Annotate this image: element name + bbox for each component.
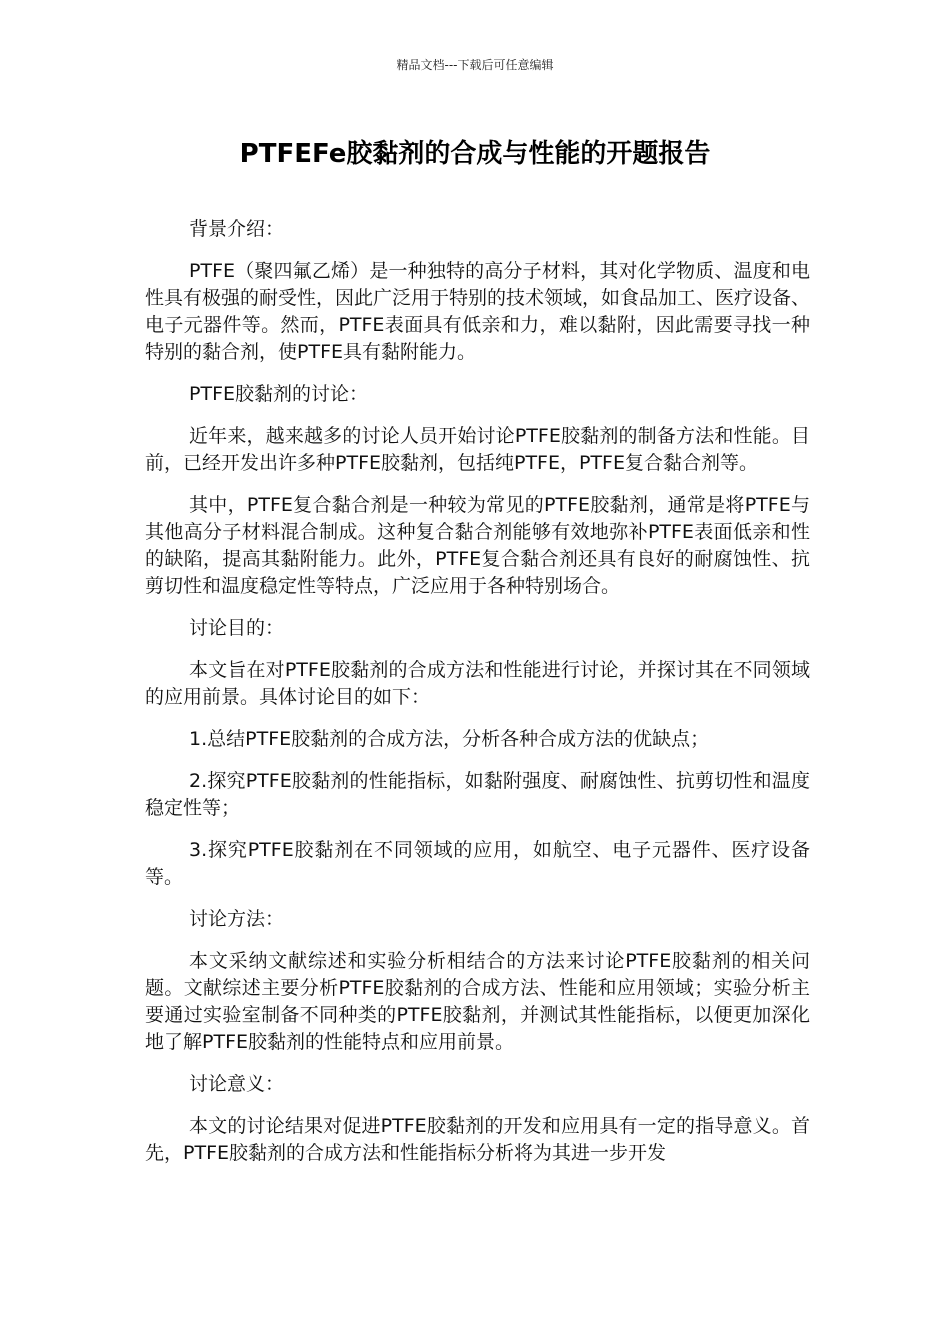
- list-item-objective-1: 1.总结PTFE胶黏剂的合成方法，分析各种合成方法的优缺点；: [189, 728, 710, 750]
- list-item-objective-3: 3.探究PTFE胶黏剂在不同领域的应用，如航空、电子元器件、医疗设备等。: [145, 839, 810, 888]
- section-heading-ptfe-research: PTFE胶黏剂的讨论：: [189, 383, 368, 405]
- document-title: PTFEFe胶黏剂的合成与性能的开题报告: [239, 139, 711, 169]
- paragraph-significance: 本文的讨论结果对促进PTFE胶黏剂的开发和应用具有一定的指导意义。首先，PTFE胶黏剂的合成方法和性能指标分析将为其进一步开发: [145, 1115, 810, 1164]
- paragraph-methods: 本文采纳文献综述和实验分析相结合的方法来讨论PTFE胶黏剂的相关问题。文献综述主要分析PTFE胶黏剂的合成方法、性能和应用领域；实验分析主要通过实验室制备不同种类的PTFE胶黏剂，并测试其性能指标，以便更加深化地了解PTFE胶黏剂的性能特点和应用前景。: [145, 950, 810, 1053]
- section-heading-methods: 讨论方法：: [189, 908, 285, 930]
- section-heading-significance: 讨论意义：: [189, 1073, 285, 1095]
- paragraph-research-overview: 近年来，越来越多的讨论人员开始讨论PTFE胶黏剂的制备方法和性能。目前，已经开发出许多种PTFE胶黏剂，包括纯PTFE，PTFE复合黏合剂等。: [145, 425, 810, 474]
- header-note: 精品文档---下载后可任意编辑: [396, 58, 554, 72]
- section-heading-objectives: 讨论目的：: [189, 617, 285, 639]
- paragraph-objectives-intro: 本文旨在对PTFE胶黏剂的合成方法和性能进行讨论，并探讨其在不同领域的应用前景。具体讨论目的如下：: [145, 659, 810, 708]
- document-body: [145, 216, 810, 1182]
- list-item-objective-2: 2.探究PTFE胶黏剂的性能指标，如黏附强度、耐腐蚀性、抗剪切性和温度稳定性等；: [145, 770, 810, 819]
- paragraph-composite-adhesive: 其中，PTFE复合黏合剂是一种较为常见的PTFE胶黏剂，通常是将PTFE与其他高分子材料混合制成。这种复合黏合剂能够有效地弥补PTFE表面低亲和性的缺陷，提高其黏附能力。此外，PTFE复合黏合剂还具有良好的耐腐蚀性、抗剪切性和温度稳定性等特点，广泛应用于各种特别场合。: [145, 494, 810, 597]
- paragraph-background: PTFE（聚四氟乙烯）是一种独特的高分子材料，其对化学物质、温度和电性具有极强的耐受性，因此广泛用于特别的技术领域，如食品加工、医疗设备、电子元器件等。然而，PTFE表面具有低亲和力，难以黏附，因此需要寻找一种特别的黏合剂，使PTFE具有黏附能力。: [145, 260, 811, 363]
- section-heading-background: 背景介绍：: [189, 218, 285, 240]
